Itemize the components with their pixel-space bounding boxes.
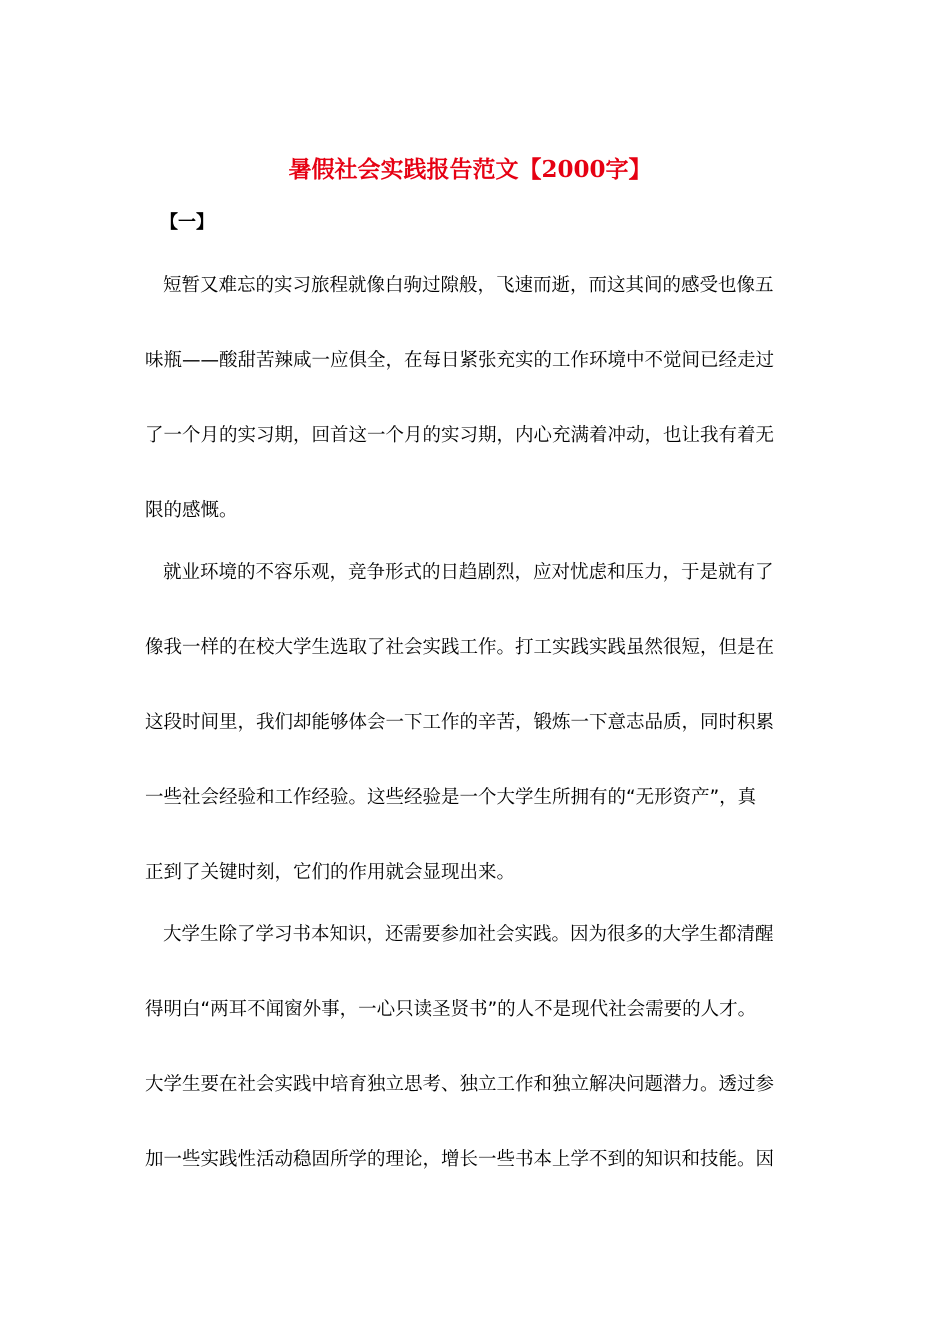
body-line: 这段时间里，我们却能够体会一下工作的辛苦，锻炼一下意志品质，同时积累 [145, 712, 775, 733]
body-line: 限的感慨。 [145, 500, 238, 521]
body-line: 正到了关键时刻，它们的作用就会显现出来。 [145, 862, 516, 883]
body-line: 像我一样的在校大学生选取了社会实践工作。打工实践实践虽然很短，但是在 [145, 637, 775, 658]
body-line: 大学生要在社会实践中培育独立思考、独立工作和独立解决问题潜力。透过参 [145, 1074, 775, 1095]
body-line: 就业环境的不容乐观，竞争形式的日趋剧烈，应对忧虑和压力，于是就有了 [163, 562, 774, 583]
section-heading: 【一】 [160, 212, 214, 233]
body-line: 一些社会经验和工作经验。这些经验是一个大学生所拥有的“无形资产”，真 [145, 787, 757, 808]
document-title: 暑假社会实践报告范文【2000字】 [288, 156, 652, 183]
body-line: 得明白“两耳不闻窗外事，一心只读圣贤书”的人不是现代社会需要的人才。 [145, 999, 757, 1020]
body-line: 短暂又难忘的实习旅程就像白驹过隙般，飞速而逝，而这其间的感受也像五 [163, 275, 774, 296]
body-line: 了一个月的实习期，回首这一个月的实习期，内心充满着冲动，也让我有着无 [145, 425, 775, 446]
body-line: 味瓶——酸甜苦辣咸一应俱全，在每日紧张充实的工作环境中不觉间已经走过 [145, 350, 775, 371]
body-line: 大学生除了学习书本知识，还需要参加社会实践。因为很多的大学生都清醒 [163, 924, 774, 945]
body-line: 加一些实践性活动稳固所学的理论，增长一些书本上学不到的知识和技能。因 [145, 1149, 775, 1170]
